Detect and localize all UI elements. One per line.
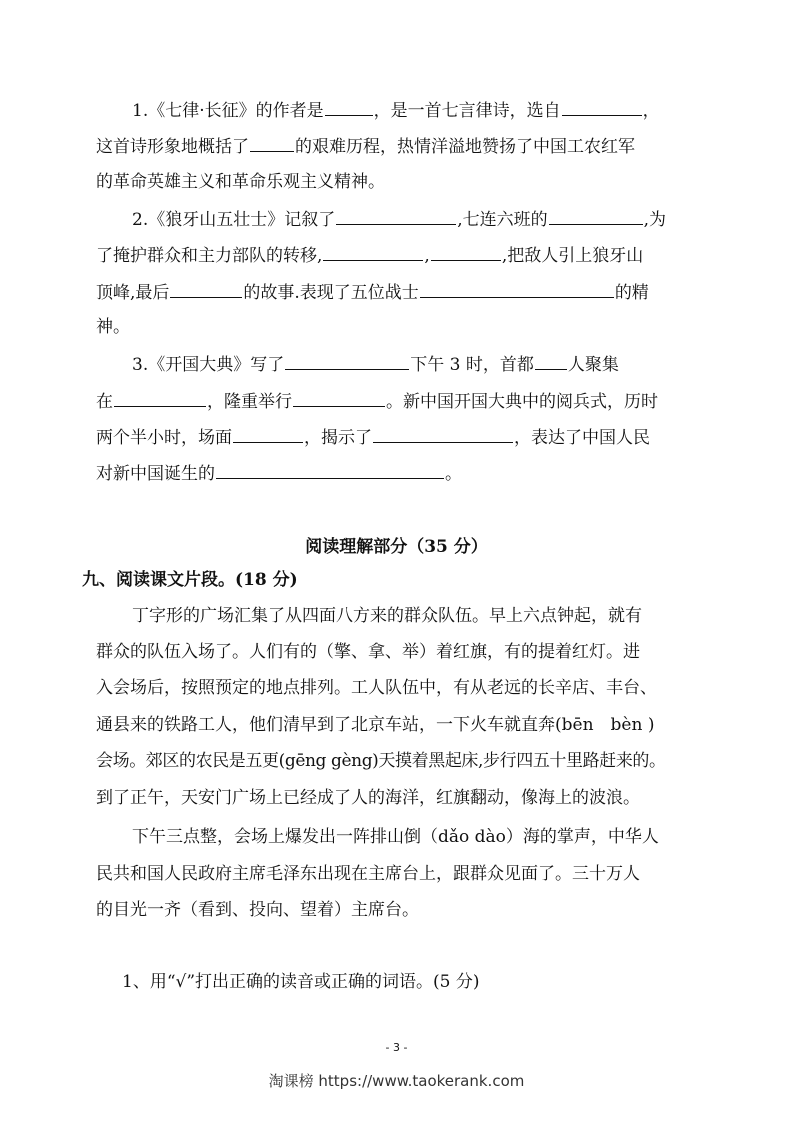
answer-blank[interactable] bbox=[373, 424, 513, 443]
answer-blank[interactable] bbox=[233, 424, 303, 443]
footer-watermark: 淘课榜 https://www.taokerank.com bbox=[268, 1072, 525, 1090]
answer-blank[interactable] bbox=[325, 97, 373, 116]
answer-blank[interactable] bbox=[420, 279, 614, 298]
passage-line: 通县来的铁路工人，他们清早到了北京车站，一下火车就直奔(bēn bèn ) bbox=[96, 715, 655, 735]
passage-line: 丁字形的广场汇集了从四面八方来的群众队伍。早上六点钟起，就有 bbox=[132, 606, 642, 626]
answer-blank[interactable] bbox=[293, 388, 385, 407]
answer-blank[interactable] bbox=[114, 388, 206, 407]
answer-blank[interactable] bbox=[250, 133, 294, 152]
answer-blank[interactable] bbox=[562, 97, 642, 116]
answer-blank[interactable] bbox=[535, 351, 567, 370]
q2-line-1: 2.《狼牙山五壮士》记叙了 ,七连六班的 ,为 bbox=[132, 206, 707, 232]
q2-line-2: 了掩护群众和主力部队的转移, , ,把敌人引上狼牙山 bbox=[96, 242, 706, 268]
passage-line: 到了正午，天安门广场上已经成了人的海洋，红旗翻动，像海上的波浪。 bbox=[96, 788, 640, 808]
q3-line-1: 3.《开国大典》写了 下午 3 时，首都 人聚集 bbox=[132, 351, 707, 377]
passage-line: 群众的队伍入场了。人们有的（擎、拿、举）着红旗，有的提着红灯。进 bbox=[96, 642, 640, 662]
q2-line-4: 神。 bbox=[96, 317, 130, 337]
q1-line-1: 1.《七律·长征》的作者是 ，是一首七言律诗，选自 ， bbox=[132, 97, 707, 123]
passage-line: 民共和国人民政府主席毛泽东出现在主席台上，跟群众见面了。三十万人 bbox=[96, 864, 640, 884]
passage-line: 会场。郊区的农民是五更(gēng gèng)天摸着黑起床,步行四五十里路赶来的。 bbox=[96, 751, 666, 771]
q1-line-2: 这首诗形象地概括了 的艰难历程，热情洋溢地赞扬了中国工农红军 bbox=[96, 133, 706, 159]
page-number: - 3 - bbox=[385, 1041, 408, 1054]
answer-blank[interactable] bbox=[431, 242, 501, 261]
q2-line-3: 顶峰,最后 的故事.表现了五位战士 的精 bbox=[96, 279, 706, 305]
q1-line-3: 的革命英雄主义和革命乐观主义精神。 bbox=[96, 172, 385, 192]
answer-blank[interactable] bbox=[549, 206, 643, 225]
question-1: 1、用“√”打出正确的读音或正确的词语。(5 分) bbox=[122, 972, 480, 992]
answer-blank[interactable] bbox=[170, 279, 242, 298]
q3-line-2: 在 ，隆重举行 。新中国开国大典中的阅兵式，历时 bbox=[96, 388, 706, 414]
passage-line: 入会场后，按照预定的地点排列。工人队伍中，有从老远的长辛店、丰台、 bbox=[96, 678, 657, 698]
passage-line: 的目光一齐（看到、投向、望着）主席台。 bbox=[96, 900, 419, 920]
answer-blank[interactable] bbox=[216, 460, 444, 479]
q3-line-3: 两个半小时，场面 ，揭示了 ，表达了中国人民 bbox=[96, 424, 706, 450]
section-9-heading: 九、阅读课文片段。(18 分) bbox=[82, 570, 298, 590]
answer-blank[interactable] bbox=[336, 206, 456, 225]
q3-line-4: 对新中国诞生的 。 bbox=[96, 460, 706, 486]
answer-blank[interactable] bbox=[323, 242, 423, 261]
reading-section-title: 阅读理解部分（35 分） bbox=[305, 537, 488, 557]
passage-line: 下午三点整，会场上爆发出一阵排山倒（dǎo dào）海的掌声，中华人 bbox=[132, 827, 659, 847]
answer-blank[interactable] bbox=[285, 351, 409, 370]
